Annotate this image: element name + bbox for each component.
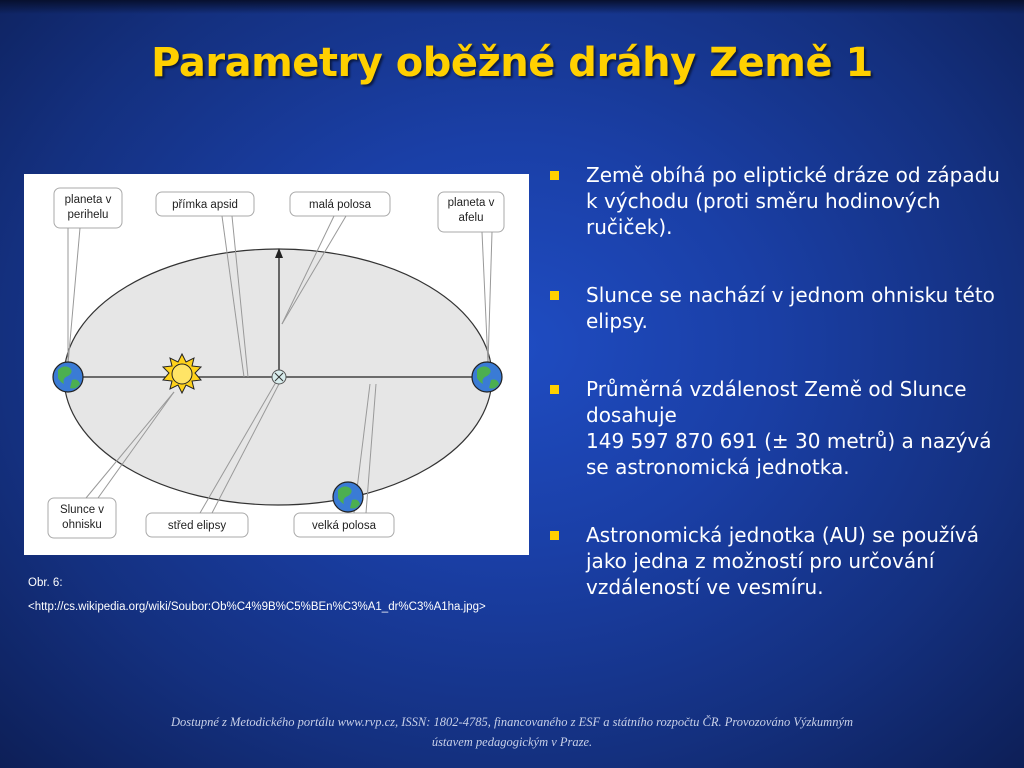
bullet-item: [548, 162, 1008, 240]
bullet-text-continuation: 149 597 870 691 (± 30 metrů) a nazývá se astronomická jednotka.: [586, 429, 992, 479]
bullet-square-icon: [550, 531, 559, 540]
footer-note: [80, 712, 944, 752]
earth-icon: [472, 362, 502, 392]
bullet-list: [548, 162, 1008, 642]
earth-icon: [53, 362, 83, 392]
bullet-square-icon: [550, 385, 559, 394]
bullet-square-icon: [550, 171, 559, 180]
label-slunce-line1: Slunce v: [59, 504, 105, 516]
bullet-item: [548, 522, 1008, 600]
footer-line: ústavem pedagogickým v Praze.: [431, 735, 593, 749]
slide-title: Parametry oběžné dráhy Země 1: [151, 40, 873, 86]
earth-icon: [333, 482, 363, 512]
bullet-item: [548, 376, 1008, 480]
label-apsid: přímka apsid: [172, 199, 238, 211]
image-caption: [28, 571, 528, 619]
label-mala-polosa: malá polosa: [308, 199, 372, 211]
bullet-square-icon: [550, 291, 559, 300]
label-perihel-line1: planeta v: [64, 194, 112, 206]
label-velka-polosa: velká polosa: [312, 520, 376, 532]
label-afel-line1: planeta v: [447, 197, 495, 209]
bullet-text: Země obíhá po eliptické dráze od západu k východu (proti směru hodinových ručiček).: [586, 163, 1000, 239]
label-stred-elipsy: střed elipsy: [167, 520, 227, 532]
label-afel-line2: afelu: [458, 212, 484, 224]
bullet-item: [548, 282, 1008, 334]
top-shadow-bar: [0, 0, 1024, 14]
bullet-text: Slunce se nachází v jednom ohnisku této elipsy.: [586, 283, 995, 333]
label-slunce-line2: ohnisku: [62, 519, 102, 531]
footer-line: Dostupné z Metodického portálu www.rvp.cz, ISSN: 1802-4785, financovaného z ESF a státního rozpočtu ČR. Provozováno Výzkumným: [170, 715, 854, 729]
caption-source-url: <http://cs.wikipedia.org/wiki/Soubor:Ob%C4%9B%C5%BEn%C3%A1_dr%C3%A1ha.jpg>: [28, 601, 486, 613]
orbit-diagram-svg: [24, 174, 529, 555]
center-marker-icon: [272, 370, 286, 384]
caption-label: Obr. 6:: [28, 577, 63, 589]
bullet-text: Astronomická jednotka (AU) se používá jako jedna z možností pro určování vzdáleností ve vesmíru.: [586, 523, 980, 599]
bullet-text: Průměrná vzdálenost Země od Slunce dosahuje: [586, 377, 967, 427]
orbit-diagram: [24, 174, 529, 555]
label-perihel-line2: perihelu: [67, 209, 109, 221]
